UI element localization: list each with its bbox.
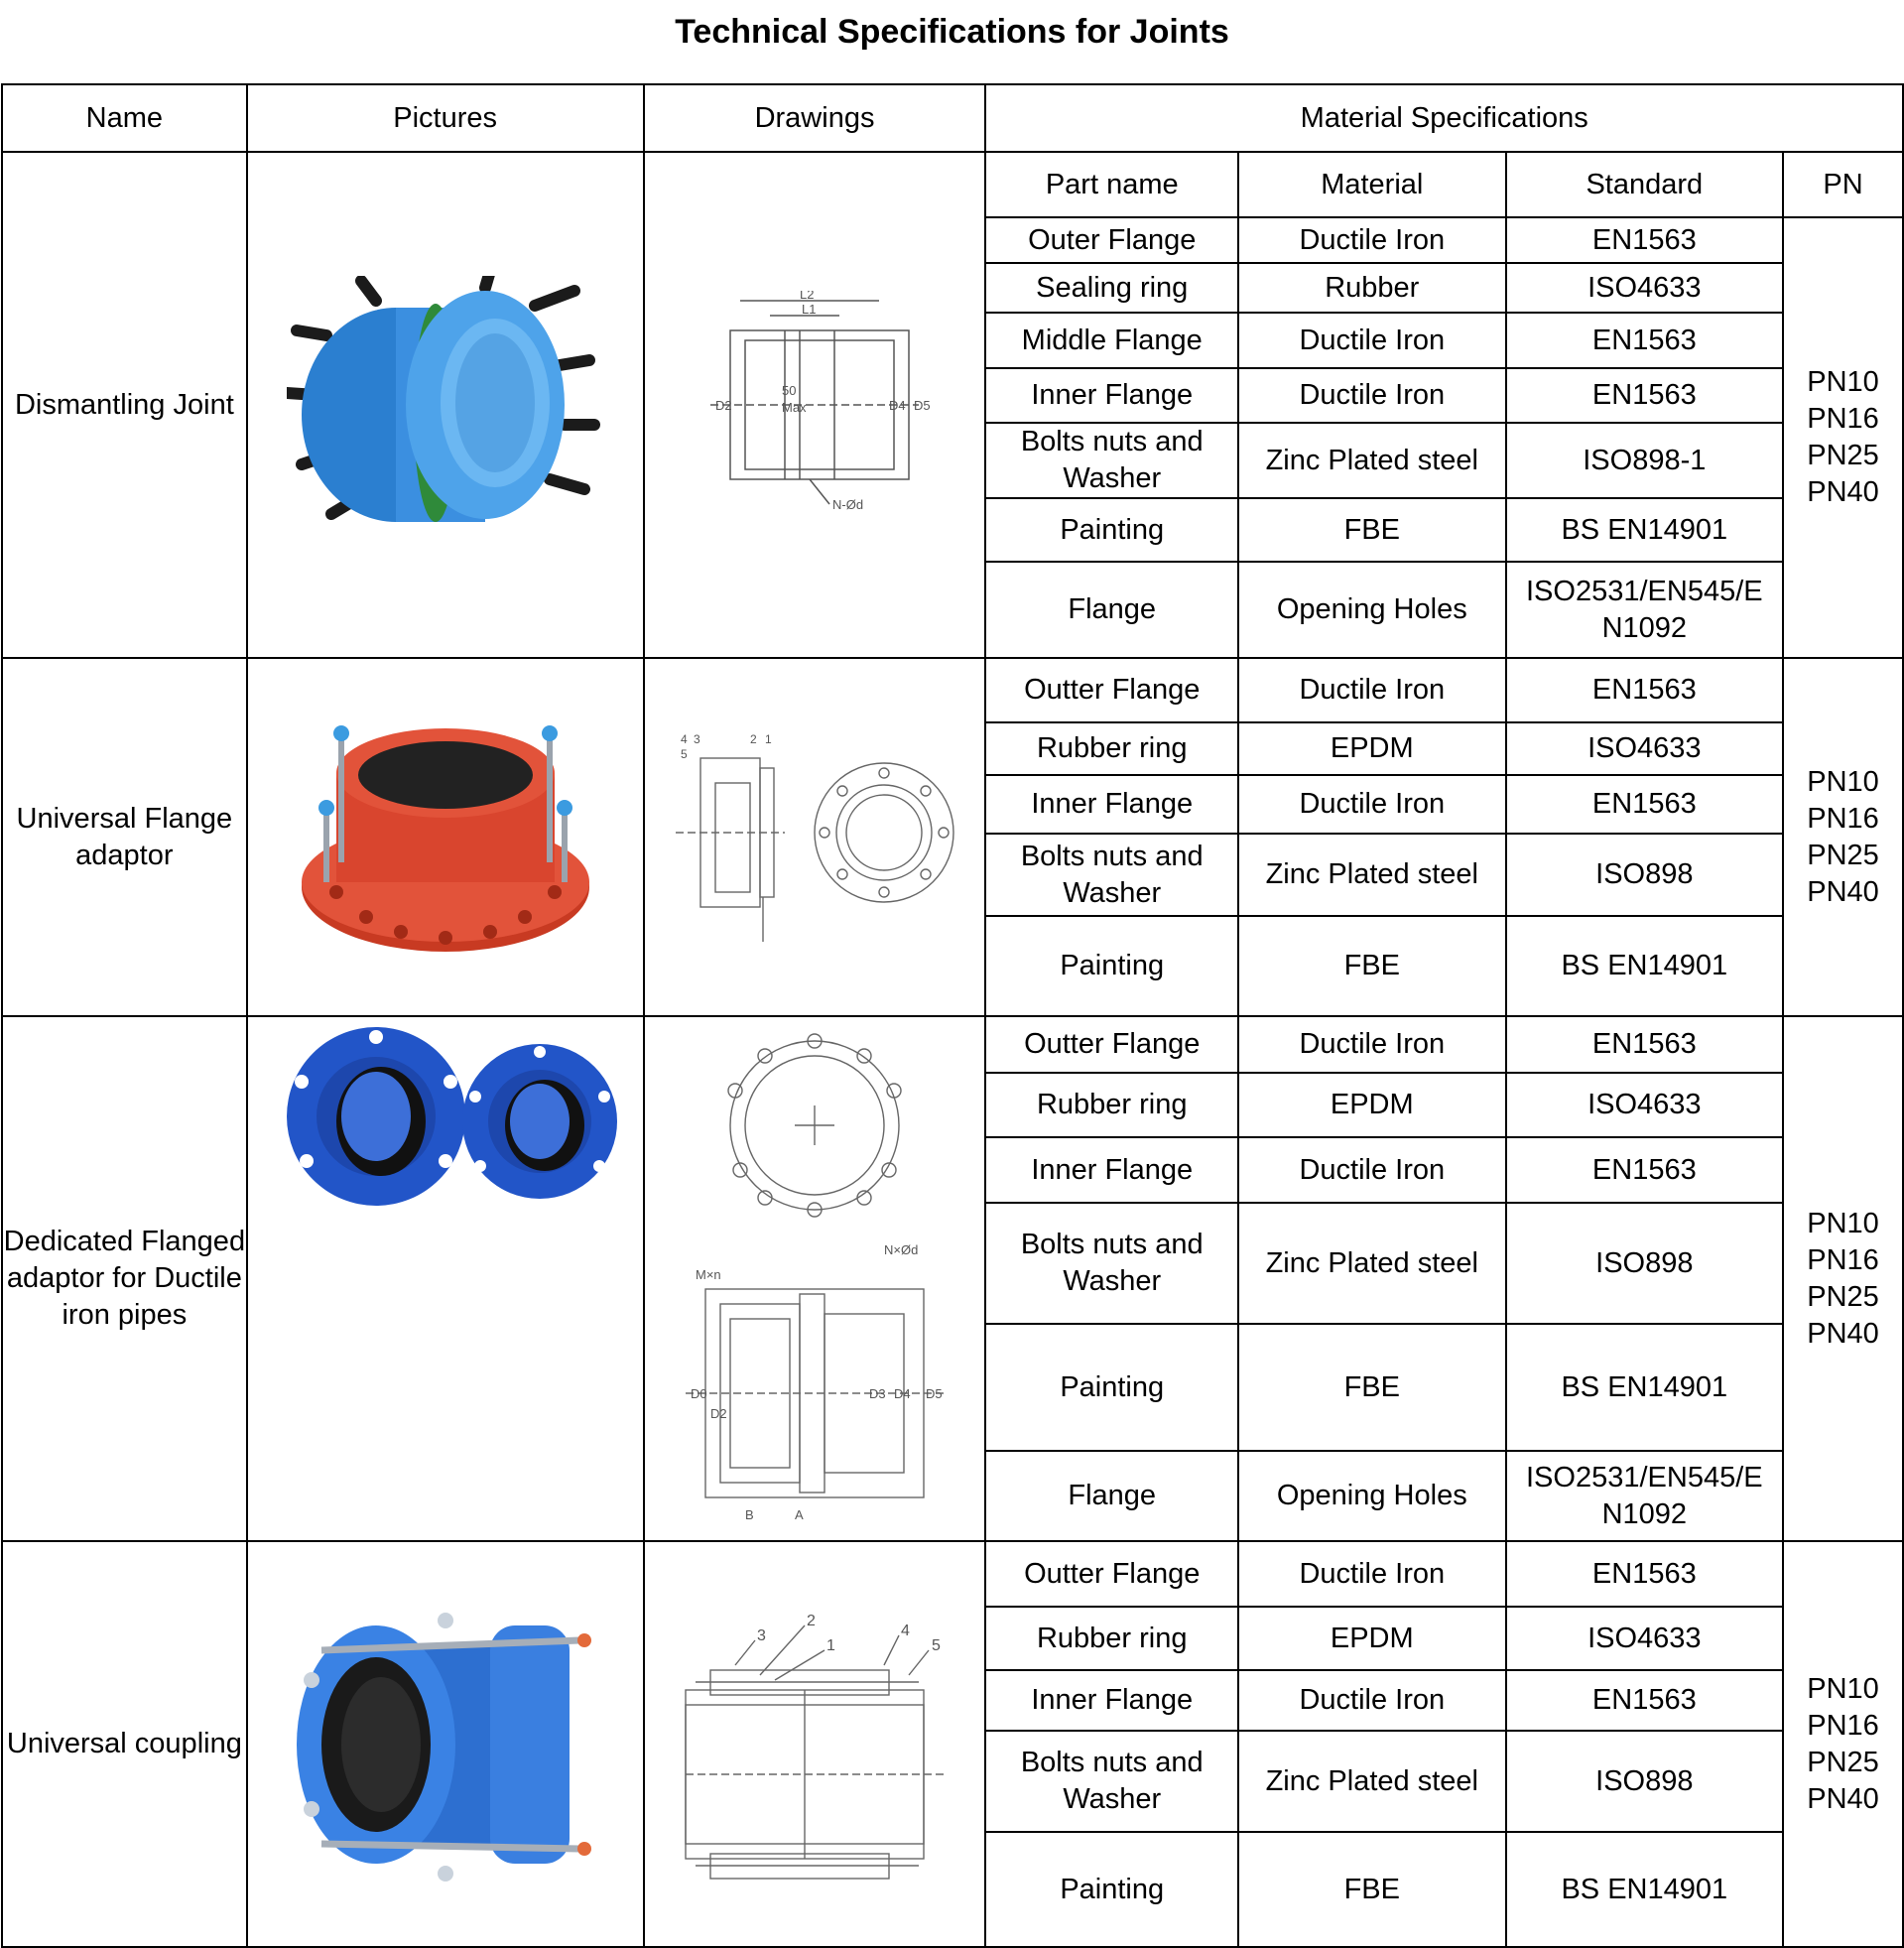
product-name: Dedicated Flanged adaptor for Ductile iron pipes: [2, 1016, 247, 1541]
part-name: Rubber ring: [985, 1073, 1238, 1137]
pn-cell: [1783, 217, 1903, 658]
drawing-label: 2: [750, 731, 757, 746]
drawing-label: D2: [710, 1405, 727, 1421]
part-standard: ISO898-1: [1506, 423, 1784, 498]
part-material: Ductile Iron: [1238, 217, 1506, 263]
header-material-specifications: Material Specifications: [985, 84, 1903, 152]
part-name: Inner Flange: [985, 1137, 1238, 1203]
product-drawing: [644, 152, 986, 658]
drawing-label: D5: [914, 398, 931, 413]
table-row: [2, 152, 1903, 217]
part-name: Painting: [985, 498, 1238, 562]
part-material: FBE: [1238, 1324, 1506, 1451]
drawing-label: 50: [782, 383, 797, 398]
part-name: Inner Flange: [985, 368, 1238, 423]
product-picture: [247, 1016, 644, 1541]
drawing-label: D4: [894, 1385, 911, 1401]
part-name: Outter Flange: [985, 1016, 1238, 1073]
part-name: Inner Flange: [985, 775, 1238, 834]
product-drawing: [644, 1016, 986, 1541]
part-standard: BS EN14901: [1506, 498, 1784, 562]
drawing-label: D4: [889, 398, 906, 413]
pn-value: PN10: [1807, 765, 1879, 798]
part-standard: ISO898: [1506, 1731, 1784, 1832]
product-name: Universal Flange adaptor: [2, 658, 247, 1016]
red-flange-adaptor-icon: [297, 714, 594, 962]
part-material: EPDM: [1238, 722, 1506, 775]
part-material: EPDM: [1238, 1073, 1506, 1137]
product-name: Universal coupling: [2, 1541, 247, 1947]
drawing-label: 2: [807, 1612, 816, 1629]
part-standard: ISO2531/EN545/EN1092: [1506, 562, 1784, 658]
header-row: [2, 84, 1903, 152]
table-row: [2, 658, 1903, 722]
part-standard: EN1563: [1506, 1541, 1784, 1607]
part-standard: EN1563: [1506, 368, 1784, 423]
pn-value: PN16: [1807, 403, 1879, 435]
part-name: Outter Flange: [985, 658, 1238, 722]
part-standard: ISO4633: [1506, 1073, 1784, 1137]
product-picture: [247, 1541, 644, 1947]
subheader-standard: Standard: [1506, 152, 1784, 217]
part-name: Bolts nuts and Washer: [985, 1731, 1238, 1832]
part-material: Ductile Iron: [1238, 1016, 1506, 1073]
part-standard: ISO898: [1506, 1203, 1784, 1324]
part-name: Bolts nuts and Washer: [985, 423, 1238, 498]
pn-value: PN10: [1807, 366, 1879, 398]
part-material: Zinc Plated steel: [1238, 1203, 1506, 1324]
part-material: Ductile Iron: [1238, 368, 1506, 423]
flange-adaptor-drawing: [666, 728, 963, 947]
drawing-label: Max: [782, 400, 807, 415]
drawing-label: M×n: [696, 1266, 721, 1282]
blue-dedicated-adaptor-icon: [267, 1022, 624, 1211]
pn-value: PN25: [1807, 1746, 1879, 1778]
part-name: Rubber ring: [985, 722, 1238, 775]
part-name: Outer Flange: [985, 217, 1238, 263]
part-standard: BS EN14901: [1506, 916, 1784, 1016]
part-material: Zinc Plated steel: [1238, 834, 1506, 916]
part-material: Rubber: [1238, 263, 1506, 313]
part-name: Painting: [985, 1832, 1238, 1947]
drawing-label: 4: [681, 731, 688, 746]
header-drawings: Drawings: [644, 84, 986, 152]
table-row: [2, 1541, 1903, 1607]
part-standard: ISO898: [1506, 834, 1784, 916]
part-name: Bolts nuts and Washer: [985, 1203, 1238, 1324]
pn-value: PN25: [1807, 839, 1879, 871]
drawing-label: L1: [802, 302, 817, 317]
part-name: Painting: [985, 1324, 1238, 1451]
pn-value: PN40: [1807, 476, 1879, 508]
part-material: Opening Holes: [1238, 562, 1506, 658]
part-standard: EN1563: [1506, 1137, 1784, 1203]
blue-universal-coupling-icon: [282, 1596, 609, 1893]
drawing-label: 3: [694, 731, 700, 746]
drawing-label: 1: [765, 731, 772, 746]
part-material: Ductile Iron: [1238, 1541, 1506, 1607]
drawing-label: 5: [681, 746, 688, 761]
header-pictures: Pictures: [247, 84, 644, 152]
pn-value: PN10: [1807, 1672, 1879, 1705]
drawing-label: D5: [926, 1385, 943, 1401]
part-standard: EN1563: [1506, 775, 1784, 834]
pn-value: PN16: [1807, 1709, 1879, 1742]
product-drawing: [644, 1541, 986, 1947]
part-name: Painting: [985, 916, 1238, 1016]
part-name: Outter Flange: [985, 1541, 1238, 1607]
part-material: Ductile Iron: [1238, 313, 1506, 368]
part-material: Zinc Plated steel: [1238, 423, 1506, 498]
product-picture: [247, 658, 644, 1016]
part-name: Inner Flange: [985, 1670, 1238, 1731]
pn-value: PN40: [1807, 1782, 1879, 1815]
table-row: [2, 1016, 1903, 1073]
pn-cell: [1783, 1541, 1903, 1947]
part-standard: BS EN14901: [1506, 1324, 1784, 1451]
part-standard: EN1563: [1506, 658, 1784, 722]
part-name: Flange: [985, 562, 1238, 658]
part-material: Opening Holes: [1238, 1451, 1506, 1541]
part-standard: EN1563: [1506, 313, 1784, 368]
spec-table: [1, 83, 1904, 1948]
part-material: Ductile Iron: [1238, 658, 1506, 722]
universal-coupling-drawing: [666, 1606, 963, 1883]
drawing-label: 5: [932, 1636, 941, 1654]
blue-dismantling-joint-icon: [287, 276, 604, 534]
part-material: Ductile Iron: [1238, 1670, 1506, 1731]
part-standard: ISO4633: [1506, 1607, 1784, 1670]
pn-value: PN40: [1807, 875, 1879, 908]
product-picture: [247, 152, 644, 658]
part-material: EPDM: [1238, 1607, 1506, 1670]
pn-value: PN25: [1807, 440, 1879, 471]
pn-cell: [1783, 658, 1903, 1016]
drawing-label: D0: [691, 1385, 707, 1401]
dedicated-adaptor-drawing: [666, 1031, 963, 1527]
part-name: Rubber ring: [985, 1607, 1238, 1670]
part-name: Bolts nuts and Washer: [985, 834, 1238, 916]
part-name: Middle Flange: [985, 313, 1238, 368]
pn-value: PN25: [1807, 1280, 1879, 1313]
part-standard: BS EN14901: [1506, 1832, 1784, 1947]
part-standard: EN1563: [1506, 1670, 1784, 1731]
subheader-part-name: Part name: [985, 152, 1238, 217]
part-standard: ISO4633: [1506, 263, 1784, 313]
pn-value: PN16: [1807, 1243, 1879, 1276]
product-drawing: [644, 658, 986, 1016]
part-standard: ISO4633: [1506, 722, 1784, 775]
drawing-label: A: [795, 1506, 804, 1522]
part-standard: ISO2531/EN545/EN1092: [1506, 1451, 1784, 1541]
part-material: Ductile Iron: [1238, 775, 1506, 834]
part-standard: EN1563: [1506, 1016, 1784, 1073]
drawing-label: 1: [826, 1636, 835, 1654]
drawing-label: D3: [869, 1385, 886, 1401]
part-material: Zinc Plated steel: [1238, 1731, 1506, 1832]
subheader-pn: PN: [1783, 152, 1903, 217]
part-material: FBE: [1238, 1832, 1506, 1947]
page-title: Technical Specifications for Joints: [675, 13, 1229, 51]
part-name: Sealing ring: [985, 263, 1238, 313]
part-material: FBE: [1238, 498, 1506, 562]
pn-cell: [1783, 1016, 1903, 1541]
pn-value: PN40: [1807, 1317, 1879, 1350]
pn-value: PN16: [1807, 802, 1879, 835]
part-material: Ductile Iron: [1238, 1137, 1506, 1203]
subheader-material: Material: [1238, 152, 1506, 217]
header-name: Name: [2, 84, 247, 152]
pn-value: PN10: [1807, 1207, 1879, 1239]
drawing-label: 4: [901, 1622, 910, 1639]
part-name: Flange: [985, 1451, 1238, 1541]
drawing-label: 3: [757, 1626, 766, 1644]
drawing-label: D2: [715, 398, 732, 413]
drawing-label: B: [745, 1506, 754, 1522]
drawing-label: N-Ød: [832, 497, 864, 512]
part-material: FBE: [1238, 916, 1506, 1016]
product-name: Dismantling Joint: [2, 152, 247, 658]
dismantling-joint-drawing: [691, 291, 939, 519]
drawing-label: L2: [800, 291, 815, 302]
drawing-label: N×Ød: [884, 1241, 919, 1257]
part-standard: EN1563: [1506, 217, 1784, 263]
